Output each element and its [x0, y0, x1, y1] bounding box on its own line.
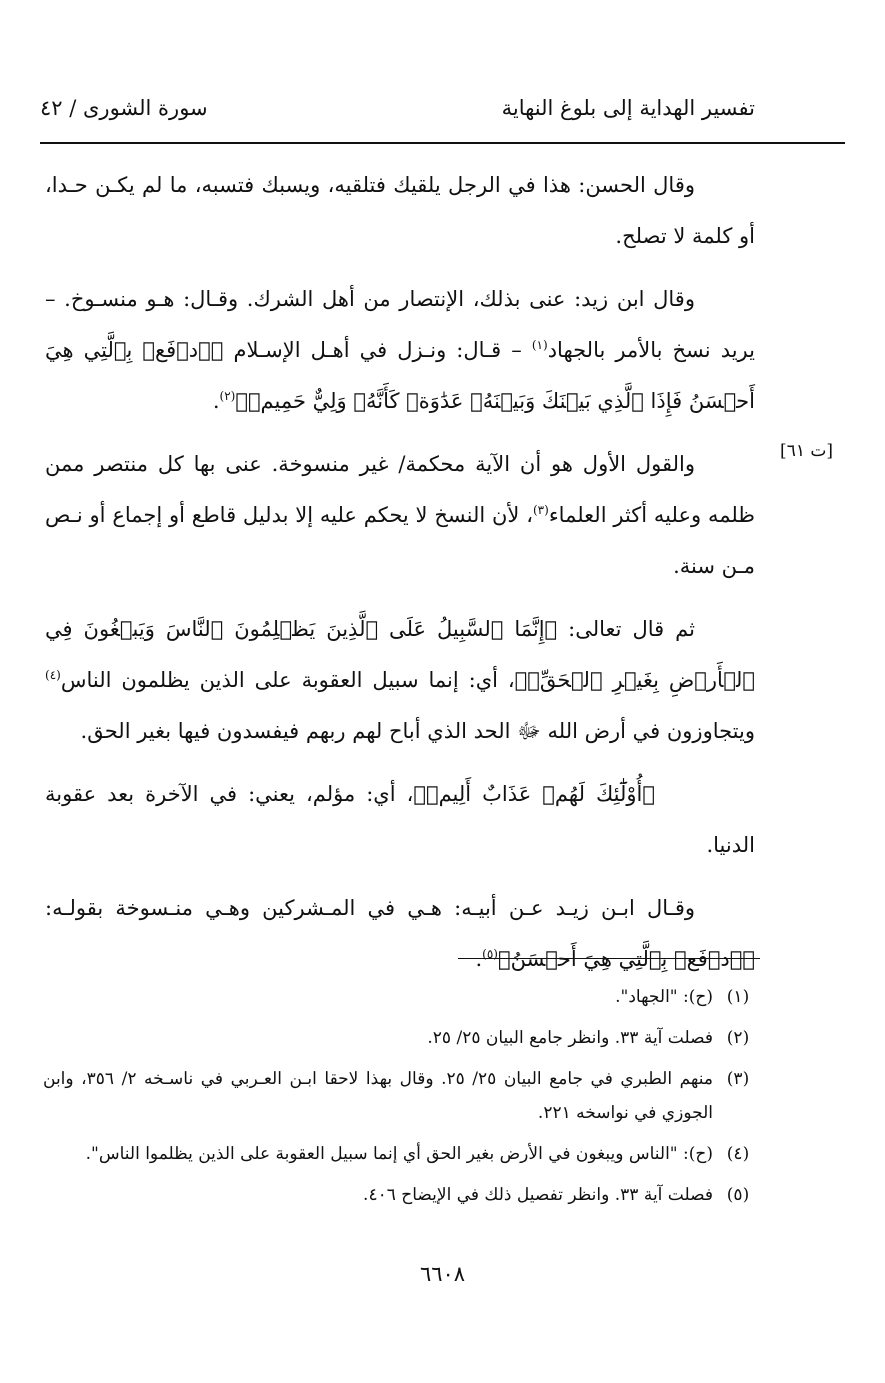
quran-verse: ﴿أُوْلَٰٓئِكَ لَهُمۡ عَذَابٌ أَلِيمٞ﴾: [413, 782, 655, 806]
footnote-number: (٣): [726, 1069, 750, 1089]
footnote-number: (٥): [726, 1185, 750, 1205]
paragraph-text: ، أي: مؤلم، يعني: في الآخرة بعد عقوبة الدنيا.: [45, 782, 755, 857]
quran-verse: ﴿ٱدۡفَعۡ بِٱلَّتِي هِيَ أَحۡسَنُ فَإِذَا ٱلَّذِي بَيۡنَكَ وَبَيۡنَهُۥ عَدَٰوَةٞ كَأَنَّهُۥ وَلِيٌّ حَمِيمٞ﴾: [45, 338, 755, 413]
paragraph-text: ، لأن النسخ لا يحكم عليه إلا بدليل قاطع أو إجماع أو نـص مـن سنة.: [45, 503, 755, 578]
footnotes: [43, 980, 763, 1219]
footnote-divider: [458, 958, 760, 959]
running-header-book-title: تفسير الهداية إلى بلوغ النهاية: [501, 96, 755, 120]
paragraph-5: [45, 769, 755, 871]
footnote-ref-1[interactable]: (١): [531, 338, 548, 352]
page-number: ٦٦٠٨: [419, 1262, 466, 1286]
footnote-text: (ح): "الناس ويبغون في الأرض بغير الحق أي إنما سبيل العقوبة على الذين يظلموا الناس".: [85, 1144, 713, 1164]
footnote-3: [43, 1062, 763, 1130]
paragraph-1: [45, 160, 755, 262]
footnote-number: (١): [726, 987, 750, 1007]
paragraph-text: وقال ابن زيد: عنى بذلك، الإنتصار من أهل الشرك. وقـال: هـو منسـوخ. – يريد نسخ بالأمر بالجهاد: [45, 287, 755, 362]
footnote-text: (ح): "الجهاد".: [615, 987, 713, 1007]
footnote-text: منهم الطبري في جامع البيان ٢٥/ ٢٥. وقال بهذا لاحقا ابـن العـربي في ناسـخه ٢/ ٣٥٦، وابن الجوزي في نواسخه ٢٢١.: [43, 1069, 713, 1123]
footnote-ref-2[interactable]: (٢): [219, 389, 236, 403]
footnote-4: [43, 1137, 763, 1171]
paragraph-2: [45, 274, 755, 427]
paragraph-text: ثم قال تعالى:: [568, 617, 695, 641]
footnote-1: [43, 980, 763, 1014]
footnote-text: فصلت آية ٣٣. وانظر جامع البيان ٢٥/ ٢٥.: [427, 1028, 713, 1048]
footnote-2: [43, 1021, 763, 1055]
paragraph-text: .: [475, 947, 483, 971]
footnote-ref-3[interactable]: (٣): [532, 503, 549, 517]
running-header-surah: سورة الشورى / ٤٢: [40, 96, 208, 120]
paragraph-3: [45, 439, 755, 592]
quran-verse: ﴿إِنَّمَا ٱلسَّبِيلُ عَلَى ٱلَّذِينَ يَظۡلِمُونَ ٱلنَّاسَ وَيَبۡغُونَ فِي ٱلۡأَرۡضِ بِغَيۡرِ ٱلۡحَقِّۚ﴾: [45, 617, 755, 692]
header-divider: [40, 142, 845, 144]
quran-verse: ﴿ٱدۡفَعۡ بِٱلَّتِي هِيَ أَحۡسَنُ﴾: [497, 947, 755, 971]
footnote-text: فصلت آية ٣٣. وانظر تفصيل ذلك في الإيضاح ٤٠٦.: [363, 1185, 713, 1205]
footnote-ref-4[interactable]: (٤): [45, 668, 61, 682]
paragraph-6: [45, 883, 755, 985]
margin-folio-note: [ت ٦١]: [780, 441, 833, 461]
main-text: [45, 160, 755, 997]
paragraph-text: ويتجاوزون في أرض الله ﷻ الحد الذي أباح لهم ربهم فيفسدون فيها بغير الحق.: [80, 719, 755, 743]
paragraph-text: وقال الحسن: هذا في الرجل يلقيك فتلقيه، ويسبك فتسبه، ما لم يكـن حـدا، أو كلمة لا تصلح.: [45, 173, 755, 248]
paragraph-text: والقول الأول هو أن الآية محكمة/ غير منسوخة. عنى بها كل منتصر ممن ظلمه وعليه أكثر العلماء: [45, 452, 756, 527]
footnote-number: (٤): [726, 1144, 750, 1164]
paragraph-text: وقـال ابـن زيـد عـن أبيـه: هـي في المـشركين وهـي منـسوخة بقولـه:: [45, 896, 695, 920]
paragraph-text: ، أي: إنما سبيل العقوبة على الذين يظلمون الناس: [60, 668, 515, 692]
paragraph-text: .: [212, 389, 220, 413]
paragraph-text: – قـال: ونـزل في أهـل الإسـلام: [233, 338, 522, 362]
paragraph-4: [45, 604, 755, 757]
footnote-number: (٢): [726, 1028, 750, 1048]
footnote-5: [43, 1178, 763, 1212]
footnote-ref-5[interactable]: (٥): [482, 947, 498, 961]
